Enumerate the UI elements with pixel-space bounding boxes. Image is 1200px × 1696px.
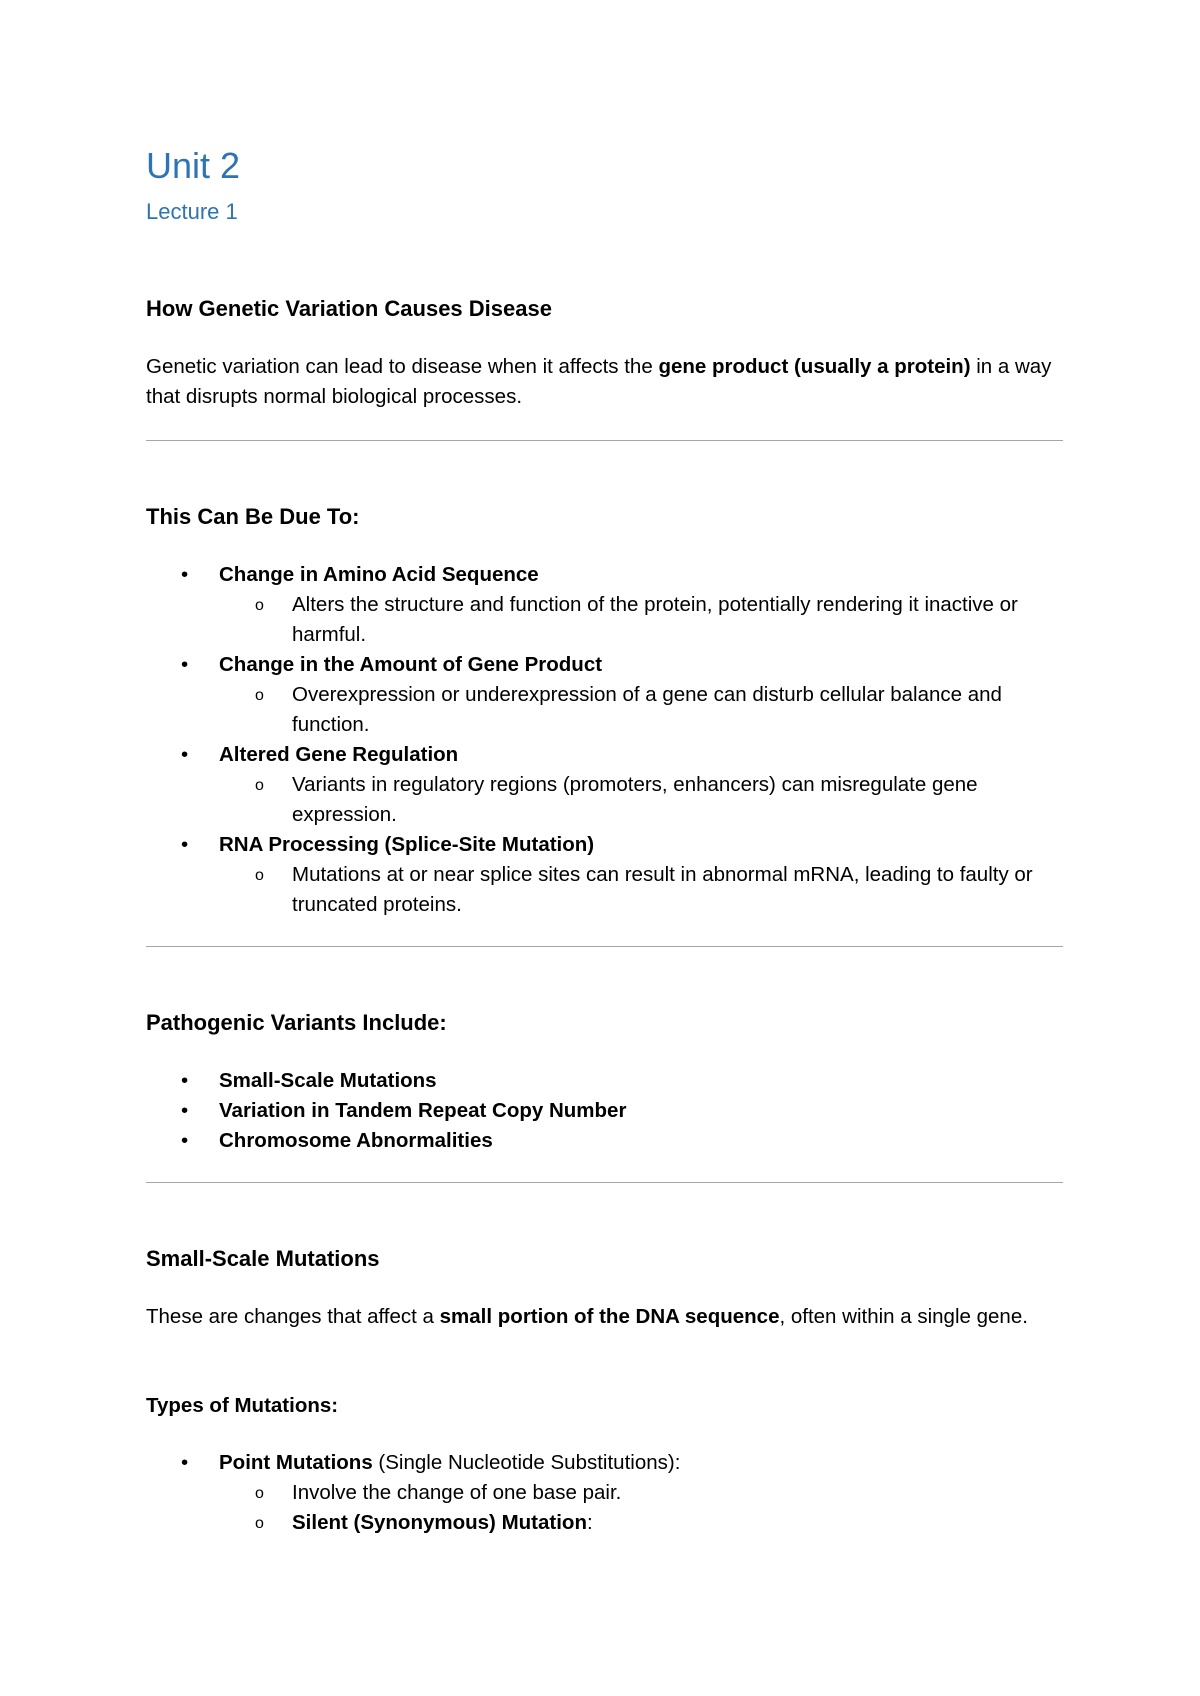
list-item: • Chromosome Abnormalities bbox=[146, 1126, 1066, 1156]
sub-list-item: o Overexpression or underexpression of a gene can disturb cellular balance and function. bbox=[255, 683, 1002, 736]
bullet-icon: • bbox=[181, 653, 189, 676]
sub-list-item: o Mutations at or near splice sites can result in abnormal mRNA, leading to faulty or truncated proteins. bbox=[255, 863, 1033, 916]
sub-list-item: o Involve the change of one base pair. bbox=[146, 1478, 1066, 1508]
variants-list bbox=[146, 1066, 1066, 1156]
list-item: • Change in Amino Acid Sequence o Alters the structure and function of the protein, potentially rendering it inactive or harmful. bbox=[146, 560, 1066, 650]
sub-list-item: o Silent (Synonymous) Mutation: bbox=[146, 1508, 1066, 1538]
sub-bullet-icon: o bbox=[255, 867, 264, 884]
section-paragraph-small-scale: These are changes that affect a small portion of the DNA sequence, often within a single gene. bbox=[146, 1305, 1028, 1328]
bullet-icon: • bbox=[181, 1451, 189, 1474]
horizontal-rule bbox=[146, 946, 1063, 947]
bullet-icon: • bbox=[181, 833, 189, 856]
sub-list-item: o Alters the structure and function of the protein, potentially rendering it inactive or harmful. bbox=[255, 593, 1018, 646]
list-item: • Change in the Amount of Gene Product o Overexpression or underexpression of a gene can disturb cellular balance and function. bbox=[146, 650, 1066, 740]
list-item: • Small-Scale Mutations bbox=[146, 1066, 1066, 1096]
page-subtitle: Lecture 1 bbox=[146, 199, 238, 224]
section-heading-due-to: This Can Be Due To: bbox=[146, 504, 360, 529]
horizontal-rule bbox=[146, 440, 1063, 441]
section-heading-small-scale: Small-Scale Mutations bbox=[146, 1246, 380, 1271]
sub-bullet-icon: o bbox=[255, 1485, 264, 1502]
bullet-icon: • bbox=[181, 1129, 189, 1152]
page-title: Unit 2 bbox=[146, 145, 241, 186]
sub-list-item: o Variants in regulatory regions (promoters, enhancers) can misregulate gene expression. bbox=[255, 773, 978, 826]
bullet-icon: • bbox=[181, 563, 189, 586]
sub-bullet-icon: o bbox=[255, 1515, 264, 1532]
horizontal-rule bbox=[146, 1182, 1063, 1183]
sub-bullet-icon: o bbox=[255, 687, 264, 704]
causes-list bbox=[146, 560, 1066, 920]
section-heading-pathogenic-variants: Pathogenic Variants Include: bbox=[146, 1010, 447, 1035]
sub-bullet-icon: o bbox=[255, 597, 264, 614]
section-paragraph-genetic-variation: Genetic variation can lead to disease when it affects the gene product (usually a protein) in a way that disrupts normal biological processes. bbox=[146, 355, 1052, 408]
section-heading-genetic-variation: How Genetic Variation Causes Disease bbox=[146, 296, 552, 321]
list-item: • Variation in Tandem Repeat Copy Number bbox=[146, 1096, 1066, 1126]
mutation-types-list bbox=[146, 1448, 1066, 1538]
subheading-types-of-mutations: Types of Mutations: bbox=[146, 1394, 339, 1417]
bullet-icon: • bbox=[181, 743, 189, 766]
list-item: • Altered Gene Regulation o Variants in regulatory regions (promoters, enhancers) can misregulate gene expression. bbox=[146, 740, 1066, 830]
bullet-icon: • bbox=[181, 1069, 189, 1092]
list-item: • RNA Processing (Splice-Site Mutation) o Mutations at or near splice sites can result in abnormal mRNA, leading to faulty or truncated proteins. bbox=[146, 830, 1066, 920]
sub-bullet-icon: o bbox=[255, 777, 264, 794]
list-item: • Point Mutations (Single Nucleotide Substitutions): o Involve the change of one base pair. o Silent (Synonymous) Mutation: bbox=[146, 1448, 1066, 1538]
bullet-icon: • bbox=[181, 1099, 189, 1122]
